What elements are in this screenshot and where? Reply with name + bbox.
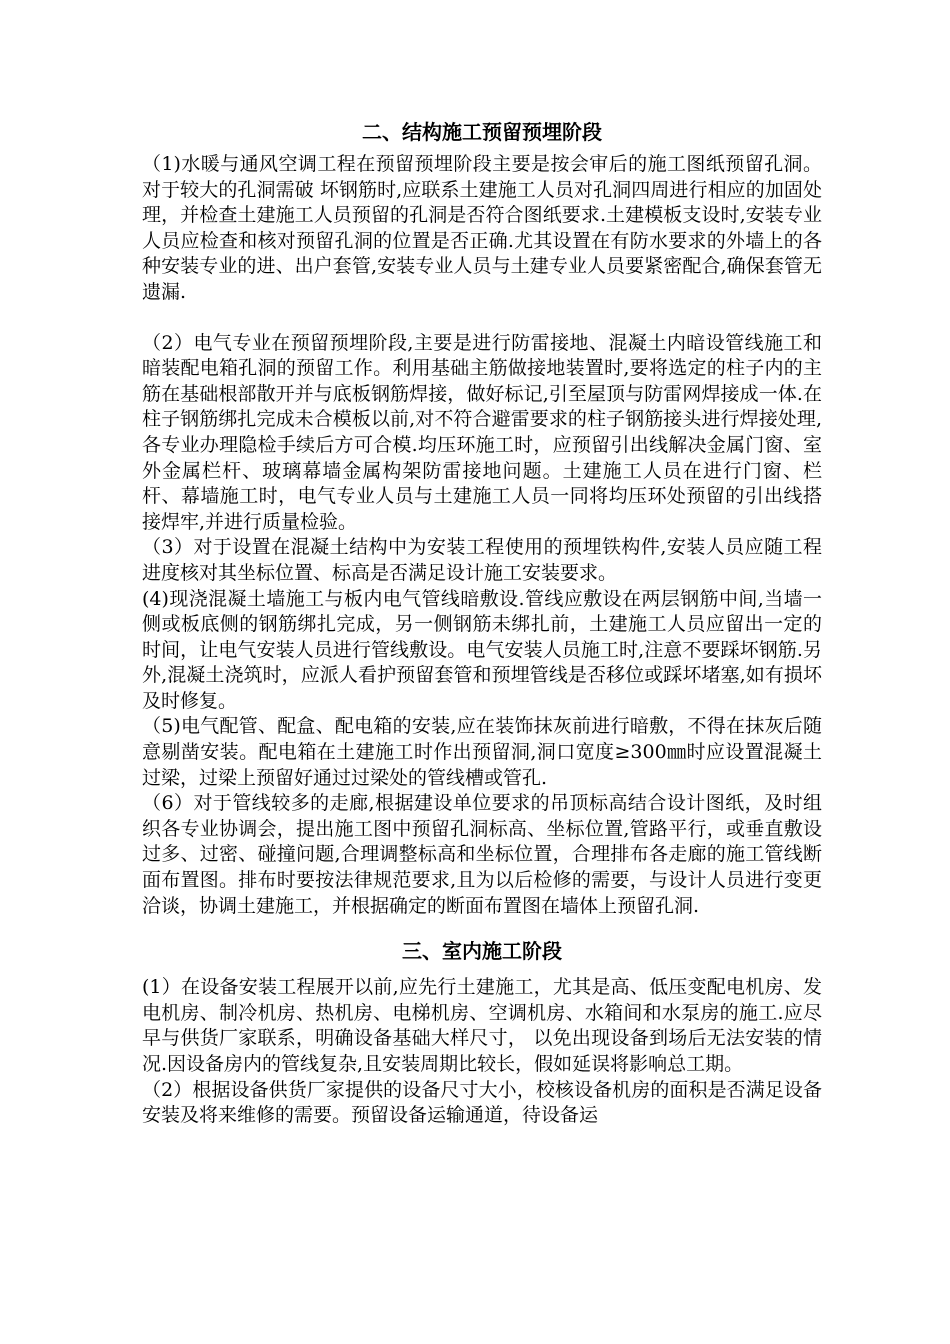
paragraph: （2）根据设备供货厂家提供的设备尺寸大小，校核设备机房的面积是否满足设备安装及将来维修的需要。预留设备运输通道，待设备运 <box>142 1078 822 1127</box>
paragraph: （1)水暖与通风空调工程在预留预埋阶段主要是按会审后的施工图纸预留孔洞。对于较大的孔洞需破 坏钢筋时,应联系土建施工人员对孔洞四周进行相应的加固处理，并检查土建施工人员预留的孔洞是否符合图纸要求.土建模板支设时,安装专业人员应检查和核对预留孔洞的位置是否正确.尤其设置在有防水要求的外墙上的各种安装专业的进、出户套管,安装专业人员与土建专业人员要紧密配合,确保套管无遗漏. <box>142 153 822 303</box>
paragraph: （2）电气专业在预留预埋阶段,主要是进行防雷接地、混凝土内暗设管线施工和暗装配电箱孔洞的预留工作。利用基础主筋做接地装置时,要将选定的柱子内的主筋在基础根部散开并与底板钢筋焊接，做好标记,引至屋顶与防雷网焊接成一体.在柱子钢筋绑扎完成未合模板以前,对不符合避雷要求的柱子钢筋接头进行焊接处理,各专业办理隐检手续后方可合模.均压环施工时，应预留引出线解决金属门窗、室外金属栏杆、玻璃幕墙金属构架防雷接地问题。土建施工人员在进行门窗、栏杆、幕墙施工时，电气专业人员与土建施工人员一同将均压环处预留的引出线搭接焊牢,并进行质量检验。 <box>142 331 822 533</box>
paragraph: (4)现浇混凝土墙施工与板内电气管线暗敷设.管线应敷设在两层钢筋中间,当墙一侧或板底侧的钢筋绑扎完成，另一侧钢筋未绑扎前，土建施工人员应留出一定的时间，让电气安装人员进行管线敷设。电气安装人员施工时,注意不要踩坏钢筋.另外,混凝土浇筑时，应派人看护预留套管和预埋管线是否移位或踩坏堵塞,如有损坏及时修复。 <box>142 587 822 712</box>
section-heading: 三、室内施工阶段 <box>402 939 562 964</box>
paragraph: （5)电气配管、配盒、配电箱的安装,应在装饰抹灰前进行暗敷，不得在抹灰后随意剔凿安装。配电箱在土建施工时作出预留洞,洞口宽度≥300㎜时应设置混凝土过梁，过梁上预留好通过过梁处的管线槽或管孔. <box>142 715 822 789</box>
paragraph: （6）对于管线较多的走廊,根据建设单位要求的吊顶标高结合设计图纸，及时组织各专业协调会，提出施工图中预留孔洞标高、坐标位置,管路平行，或垂直敷设过多、过密、碰撞问题,合理调整标高和坐标位置，合理排布各走廊的施工管线断面布置图。排布时要按法律规范要求,且为以后检修的需要，与设计人员进行变更洽谈，协调土建施工，并根据确定的断面布置图在墙体上预留孔洞. <box>142 792 822 917</box>
section-heading: 二、结构施工预留预埋阶段 <box>362 120 602 144</box>
paragraph: (1）在设备安装工程展开以前,应先行土建施工，尤其是高、低压变配电机房、发电机房、制冷机房、热机房、电梯机房、空调机房、水箱间和水泵房的施工.应尽早与供货厂家联系，明确设备基础大样尺寸， 以免出现设备到场后无法安装的情况.因设备房内的管线复杂,且安装周期比较长，假如延误将影响总工期。 <box>142 976 822 1075</box>
document-page <box>142 118 822 1129</box>
paragraph: （3）对于设置在混凝土结构中为安装工程使用的预埋铁构件,安装人员应随工程进度核对其坐标位置、标高是否满足设计施工安装要求。 <box>142 536 822 584</box>
